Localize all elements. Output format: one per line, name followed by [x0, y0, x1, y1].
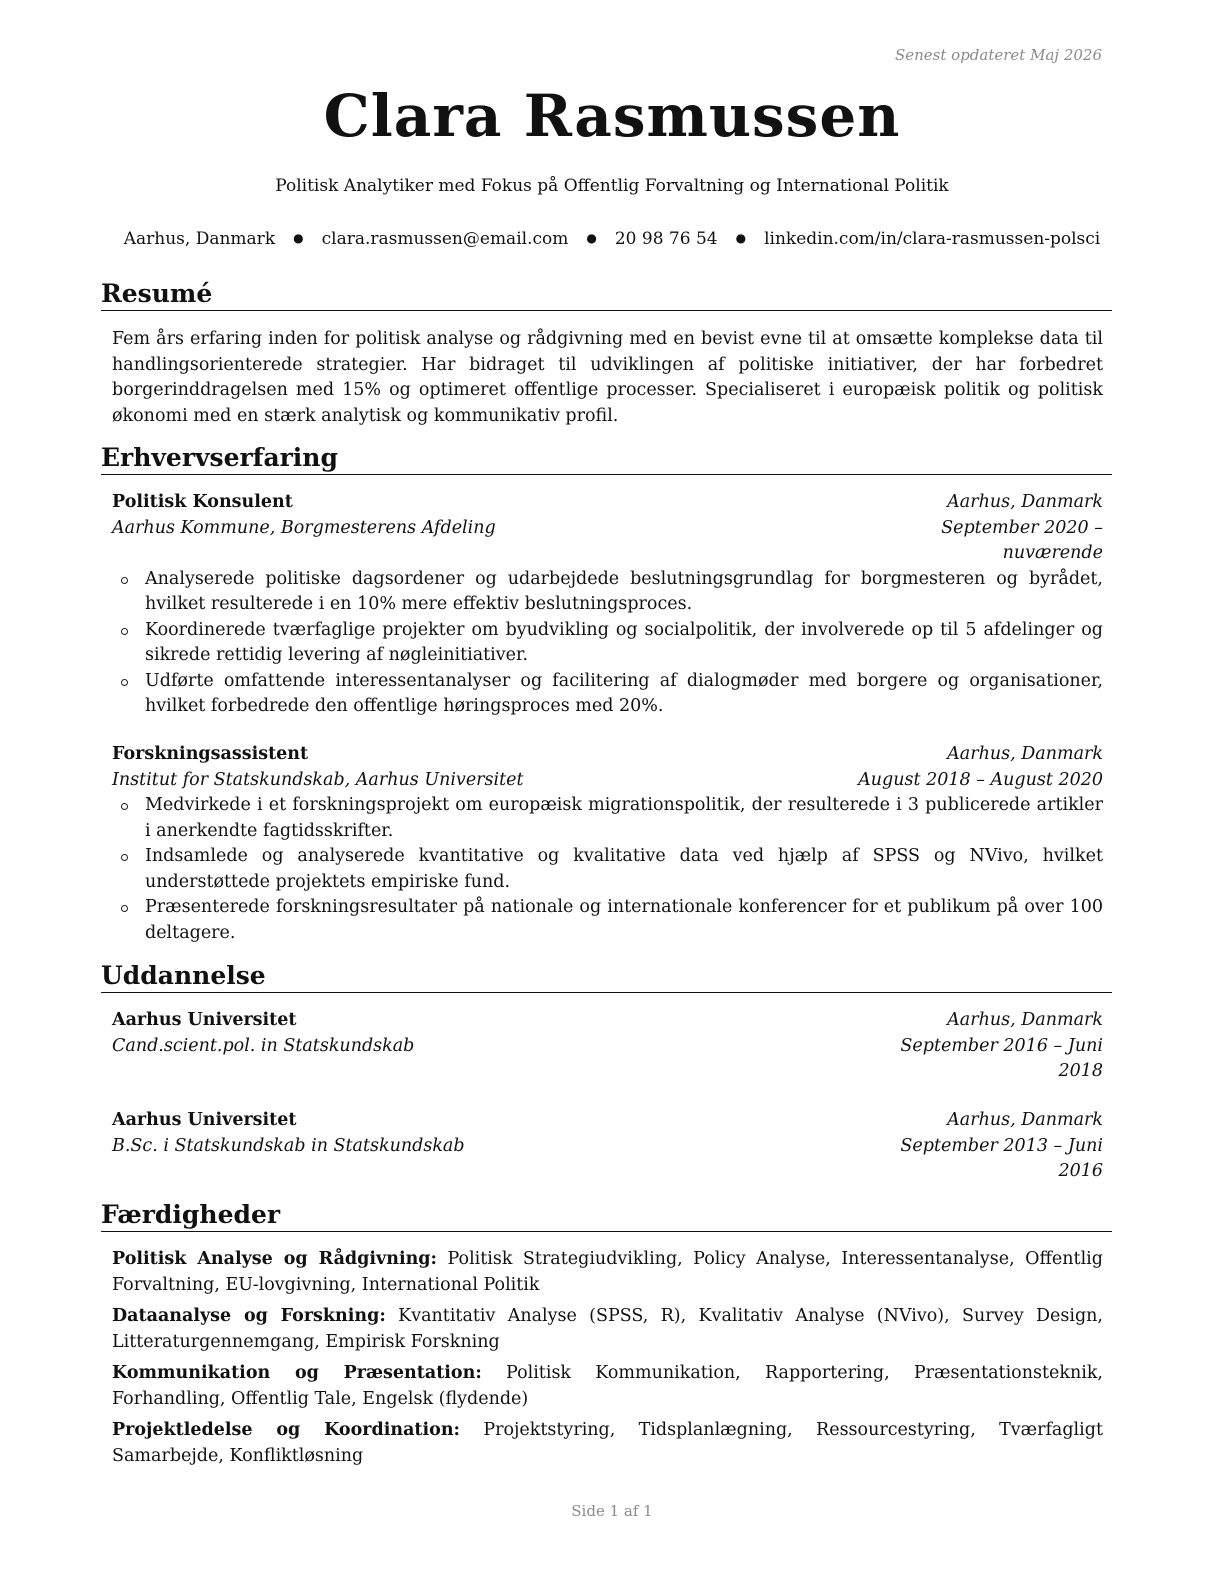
separator-dot: ● — [735, 231, 747, 245]
list-item: Medvirkede i et forskningsprojekt om europæisk migrationspolitik, der resulterede i 3 publicerede artikler i anerkendte fagtidsskrifter. — [112, 793, 1103, 844]
school-location: Aarhus, Danmark — [947, 1110, 1103, 1130]
list-item: Udførte omfattende interessentanalyser og facilitering af dialogmøder med borgere og organisationer, hvilket forbedrede den offentlige høringsproces med 20%. — [112, 669, 1103, 720]
headline: Politisk Analytiker med Fokus på Offentlig Forvaltning og International Politik — [275, 176, 949, 196]
job-bullets — [112, 567, 1103, 720]
degree: Cand.scient.pol. in Statskundskab — [112, 1035, 415, 1056]
education-entry — [112, 1108, 1103, 1185]
job-organization: Institut for Statskundskab, Aarhus Universitet — [112, 769, 524, 790]
job-organization: Aarhus Kommune, Borgmesterens Afdeling — [112, 517, 496, 538]
education-dates: September 2016 – Juni 2018 — [900, 1035, 1103, 1081]
skills-list — [112, 1247, 1103, 1475]
skill-group — [112, 1418, 1103, 1469]
school-location: Aarhus, Danmark — [947, 1010, 1103, 1030]
list-item: Koordinerede tværfaglige projekter om byudvikling og socialpolitik, der involverede op til 5 afdelinger og sikrede rettidig levering af nøgleinitiativer. — [112, 618, 1103, 669]
separator-dot: ● — [293, 231, 304, 245]
job-title: Forskningsassistent — [112, 744, 309, 764]
page-number: Side 1 af 1 — [571, 1502, 653, 1520]
job-dates: August 2018 – August 2020 — [858, 769, 1103, 790]
education-dates: September 2013 – Juni 2016 — [900, 1135, 1103, 1181]
skill-group — [112, 1304, 1103, 1355]
last-updated: Senest opdateret Maj 2026 — [894, 46, 1102, 64]
job-location: Aarhus, Danmark — [947, 744, 1103, 764]
skill-group — [112, 1361, 1103, 1412]
list-item: Præsenterede forskningsresultater på nationale og internationale konferencer for et publikum på over 100 deltagere. — [112, 895, 1103, 946]
skill-group — [112, 1247, 1103, 1298]
experience-entry — [112, 490, 1103, 720]
section-title-skills: Færdigheder — [101, 1201, 1112, 1232]
skill-label: Kommunikation og Præsentation: — [112, 1363, 482, 1383]
skill-text: Kvantitativ Analyse (SPSS, R), Kvalitativ Analyse (NVivo), Survey Design, Litteraturgennemgang, Empirisk Forskning — [112, 1306, 1103, 1352]
skill-label: Dataanalyse og Forskning: — [112, 1306, 386, 1326]
contact-line — [0, 229, 1224, 249]
school-name: Aarhus Universitet — [112, 1010, 297, 1030]
list-item: Indsamlede og analyserede kvantitative og kvalitative data ved hjælp af SPSS og NVivo, hvilket understøttede projektets empiriske fund. — [112, 844, 1103, 895]
experience-entry — [112, 742, 1103, 946]
section-title-summary: Resumé — [101, 280, 1112, 311]
contact-phone: 20 98 76 54 — [614, 229, 718, 249]
person-name: Clara Rasmussen — [323, 82, 901, 150]
degree: B.Sc. i Statskundskab in Statskundskab — [112, 1135, 465, 1156]
job-title: Politisk Konsulent — [112, 492, 293, 512]
contact-email[interactable]: clara.rasmussen@email.com — [321, 229, 569, 249]
job-bullets — [112, 793, 1103, 946]
skill-text: Politisk Kommunikation, Rapportering, Præsentationsteknik, Forhandling, Offentlig Tale, Engelsk (flydende) — [112, 1363, 1103, 1409]
summary-text: Fem års erfaring inden for politisk analyse og rådgivning med en bevist evne til at omsætte komplekse data til handlingsorienterede strategier. Har bidraget til udviklingen af politiske initiativer, der har forbedret borgerinddragelsen med 15% og optimeret offentlige processer. Specialiseret i europæisk politik og politisk økonomi med en stærk analytisk og kommunikativ profil. — [112, 329, 1103, 426]
job-location: Aarhus, Danmark — [947, 492, 1103, 512]
skill-text: Politisk Strategiudvikling, Policy Analyse, Interessentanalyse, Offentlig Forvaltning, EU-lovgivning, International Politik — [112, 1249, 1103, 1295]
education-entry — [112, 1008, 1103, 1085]
separator-dot: ● — [586, 231, 597, 245]
section-title-education: Uddannelse — [101, 962, 1112, 993]
contact-location: Aarhus, Danmark — [123, 229, 276, 249]
skill-label: Politisk Analyse og Rådgivning: — [112, 1249, 438, 1269]
section-title-experience: Erhvervserfaring — [101, 444, 1112, 475]
school-name: Aarhus Universitet — [112, 1110, 297, 1130]
contact-linkedin[interactable]: linkedin.com/in/clara-rasmussen-polsci — [764, 229, 1101, 249]
skill-label: Projektledelse og Koordination: — [112, 1420, 461, 1440]
list-item: Analyserede politiske dagsordener og udarbejdede beslutningsgrundlag for borgmesteren og byrådet, hvilket resulterede i en 10% mere effektiv beslutningsproces. — [112, 567, 1103, 618]
job-dates: September 2020 – nuværende — [941, 517, 1103, 563]
skill-text: Projektstyring, Tidsplanlægning, Ressourcestyring, Tværfagligt Samarbejde, Konfliktløsning — [112, 1420, 1103, 1466]
